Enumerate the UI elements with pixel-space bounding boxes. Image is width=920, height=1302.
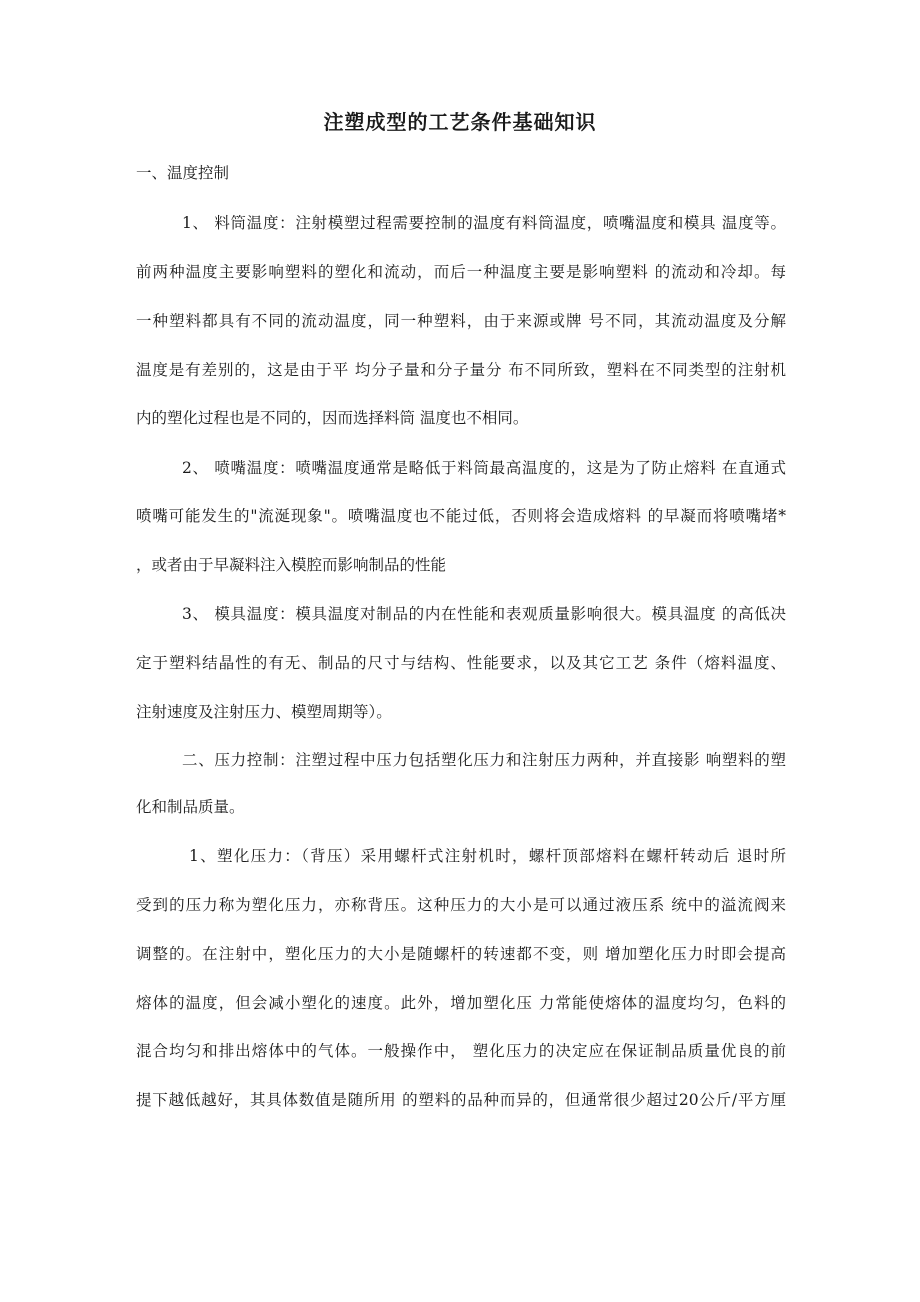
paragraph-line: 喷嘴可能发生的"流涎现象"。喷嘴温度也不能过低，否则将会造成熔料 的早凝而将喷嘴堵*	[136, 507, 786, 525]
paragraph-line: 前两种温度主要影响塑料的塑化和流动，而后一种温度主要是影响塑料 的流动和冷却。每	[136, 263, 786, 281]
document-title: 注塑成型的工艺条件基础知识	[323, 110, 597, 134]
paragraph-line: 内的塑化过程也是不同的，因而选择料筒 温度也不相同。	[136, 409, 529, 427]
paragraph-line: 3、 模具温度：模具温度对制品的内在性能和表观质量影响很大。模具温度 的高低决	[182, 605, 786, 623]
paragraph-line: 定于塑料结晶性的有无、制品的尺寸与结构、性能要求，以及其它工艺 条件（熔料温度、	[136, 654, 786, 672]
paragraph-line: 2、 喷嘴温度：喷嘴温度通常是略低于料筒最高温度的，这是为了防止熔料 在直通式	[182, 459, 786, 477]
paragraph-line: 1、塑化压力：（背压）采用螺杆式注射机时，螺杆顶部熔料在螺杆转动后 退时所	[189, 847, 786, 865]
paragraph-line: 1、 料筒温度：注射模塑过程需要控制的温度有料筒温度，喷嘴温度和模具 温度等。	[182, 214, 786, 232]
section-heading-temperature: 一、温度控制	[136, 164, 230, 182]
paragraph-line: 调整的。在注射中，塑化压力的大小是随螺杆的转速都不变，则 增加塑化压力时即会提高	[136, 945, 786, 963]
paragraph-line: ，或者由于早凝料注入模腔而影响制品的性能	[136, 556, 447, 574]
paragraph-line: 温度是有差别的，这是由于平 均分子量和分子量分 布不同所致，塑料在不同类型的注射机	[136, 361, 786, 379]
paragraph-line: 提下越低越好，其具体数值是随所用 的塑料的品种而异的，但通常很少超过20公斤/平方厘	[136, 1091, 786, 1109]
paragraph-line: 化和制品质量。	[136, 798, 245, 816]
section-heading-pressure: 二、压力控制：注塑过程中压力包括塑化压力和注射压力两种，并直接影 响塑料的塑	[182, 751, 786, 769]
paragraph-line: 混合均匀和排出熔体中的气体。一般操作中， 塑化压力的决定应在保证制品质量优良的前	[136, 1042, 786, 1060]
paragraph-line: 熔体的温度，但会减小塑化的速度。此外，增加塑化压 力常能使熔体的温度均匀，色料的	[136, 994, 786, 1012]
paragraph-line: 受到的压力称为塑化压力，亦称背压。这种压力的大小是可以通过液压系 统中的溢流阀来	[136, 896, 786, 914]
paragraph-line: 注射速度及注射压力、模塑周期等）。	[136, 703, 392, 721]
paragraph-line: 一种塑料都具有不同的流动温度，同一种塑料，由于来源或牌 号不同，其流动温度及分解	[136, 312, 786, 330]
